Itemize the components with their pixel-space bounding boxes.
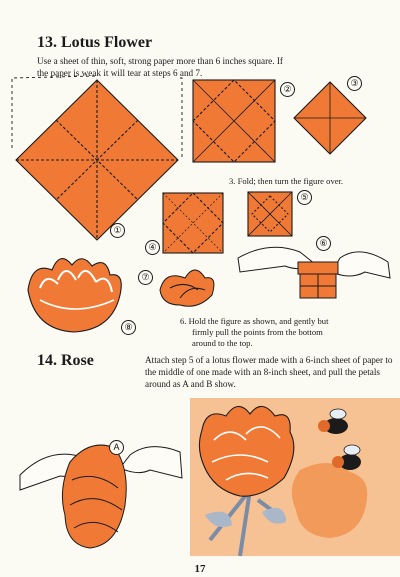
- intro-line-1: Use a sheet of thin, soft, strong paper more than 6 inches square. If: [37, 56, 283, 66]
- rose-photo: [190, 398, 400, 556]
- step-number-8: ⑧: [121, 320, 136, 335]
- rose-text: [145, 354, 395, 390]
- step3-note: 3. Fold; then turn the figure over.: [229, 176, 344, 186]
- step6-note-line-3: around to the top.: [192, 338, 253, 348]
- step6-note-line-1: 6. Hold the figure as shown, and gently but: [180, 316, 329, 326]
- step2-square: [193, 80, 275, 162]
- rose-text-line-3: around as A and B show.: [145, 379, 236, 389]
- step-number-3: ③: [347, 76, 362, 91]
- rose-text-line-1: Attach step 5 of a lotus flower made with a 6-inch sheet of paper to: [145, 355, 393, 365]
- step-number-1: ①: [110, 223, 125, 238]
- section-title-lotus: 13. Lotus Flower: [37, 34, 153, 51]
- step-number-4: ④: [145, 240, 160, 255]
- step1-diamond: [12, 76, 182, 240]
- step3-diamond: [294, 82, 366, 154]
- step-label-a: A: [109, 440, 124, 455]
- rose-text-line-2: the middle of one made with an 8-inch sheet, and pull the petals: [145, 367, 380, 377]
- step-number-2: ②: [280, 82, 295, 97]
- step6-hands: [238, 247, 390, 298]
- step8-lotus: [28, 259, 121, 332]
- step-number-5: ⑤: [297, 190, 312, 205]
- step7-figure: [160, 270, 214, 306]
- section-title-rose: 14. Rose: [37, 352, 94, 369]
- rose-step-a: [20, 445, 182, 548]
- step-number-6: ⑥: [316, 236, 331, 251]
- step6-note: [180, 316, 390, 349]
- page-number: 17: [194, 563, 206, 575]
- intro-line-2: the paper is weak it will tear at steps 6 and 7.: [37, 68, 203, 78]
- step5-square: [248, 192, 292, 236]
- step6-note-line-2: firmly pull the points from the bottom: [192, 327, 323, 337]
- step4-square: [163, 193, 223, 253]
- step-number-7: ⑦: [138, 270, 153, 285]
